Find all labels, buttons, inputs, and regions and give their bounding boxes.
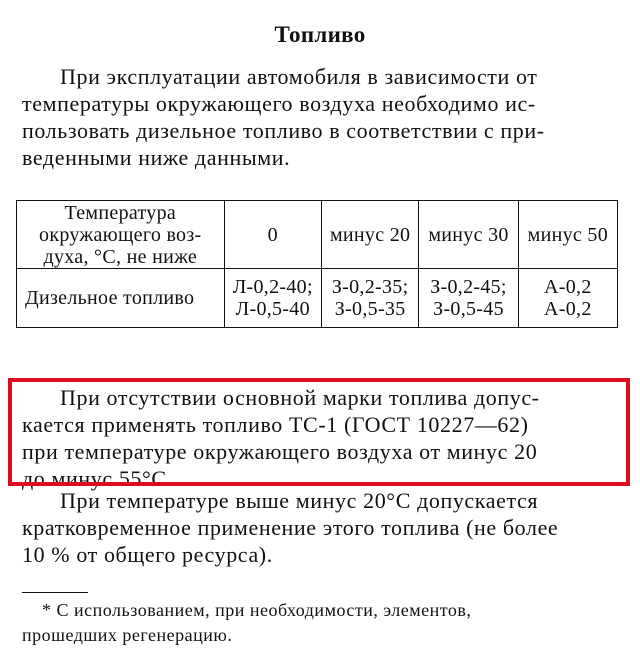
temperature-label-cell	[17, 201, 225, 269]
fuel-grade: З-0,2-45;	[430, 276, 507, 298]
second-line: кратковременное применение этого топлива (не более	[22, 515, 559, 540]
second-line: При температуре выше минус 20°С допускается	[60, 488, 539, 513]
intro-line: температуры окружающего воздуха необходимо ис-	[22, 91, 536, 116]
section-title: Топливо	[274, 22, 366, 47]
fuel-grade-cell	[419, 269, 518, 328]
intro-line: При эксплуатации автомобиля в зависимости от	[60, 64, 538, 89]
fuel-grade: Л-0,2-40;	[232, 276, 313, 298]
fuel-grade: А-0,2	[544, 298, 592, 320]
fuel-grade: А-0,2	[544, 276, 592, 298]
temperature-col-minus-20: минус 20	[321, 201, 418, 269]
fuel-type-label: Дизельное топливо	[17, 269, 225, 328]
temperature-label-line: окружающего воз-	[39, 223, 202, 246]
intro-line: пользовать дизельное топливо в соответствии с при-	[22, 118, 545, 143]
footnote-line: * С использованием, при необходимости, элементов,	[42, 600, 472, 620]
fuel-grade-cell	[518, 269, 617, 328]
table-row	[17, 269, 618, 328]
table-header-row	[17, 201, 618, 269]
fuel-grade-cell	[224, 269, 321, 328]
footnote-divider	[22, 592, 88, 593]
fuel-grade: Л-0,5-40	[235, 298, 310, 320]
footnote	[22, 598, 622, 648]
fuel-grade-cell	[321, 269, 418, 328]
highlighted-line: до минус 55°С.	[22, 466, 173, 491]
highlighted-line: при температуре окружающего воздуха от минус 20	[22, 439, 538, 464]
intro-line: веденными ниже данными.	[22, 145, 291, 170]
intro-paragraph	[22, 63, 622, 171]
temperature-col-0: 0	[224, 201, 321, 269]
footnote-line: прошедших регенерацию.	[22, 625, 233, 645]
fuel-grade: З-0,5-45	[433, 298, 504, 320]
temperature-label-line: духа, °С, не ниже	[43, 245, 198, 268]
temperature-col-minus-50: минус 50	[518, 201, 617, 269]
fuel-table	[16, 200, 618, 328]
second-paragraph	[22, 487, 622, 568]
fuel-grade: З-0,2-35;	[331, 276, 409, 298]
temperature-col-minus-30: минус 30	[419, 201, 518, 269]
temperature-label-line: Температура	[64, 201, 177, 224]
highlighted-line: При отсутствии основной марки топлива допус-	[60, 385, 540, 410]
second-line: 10 % от общего ресурса).	[22, 542, 273, 567]
fuel-grade: З-0,5-35	[334, 298, 406, 320]
highlight-box	[8, 378, 630, 486]
highlighted-line: кается применять топливо ТС-1 (ГОСТ 10227—62)	[22, 412, 529, 437]
